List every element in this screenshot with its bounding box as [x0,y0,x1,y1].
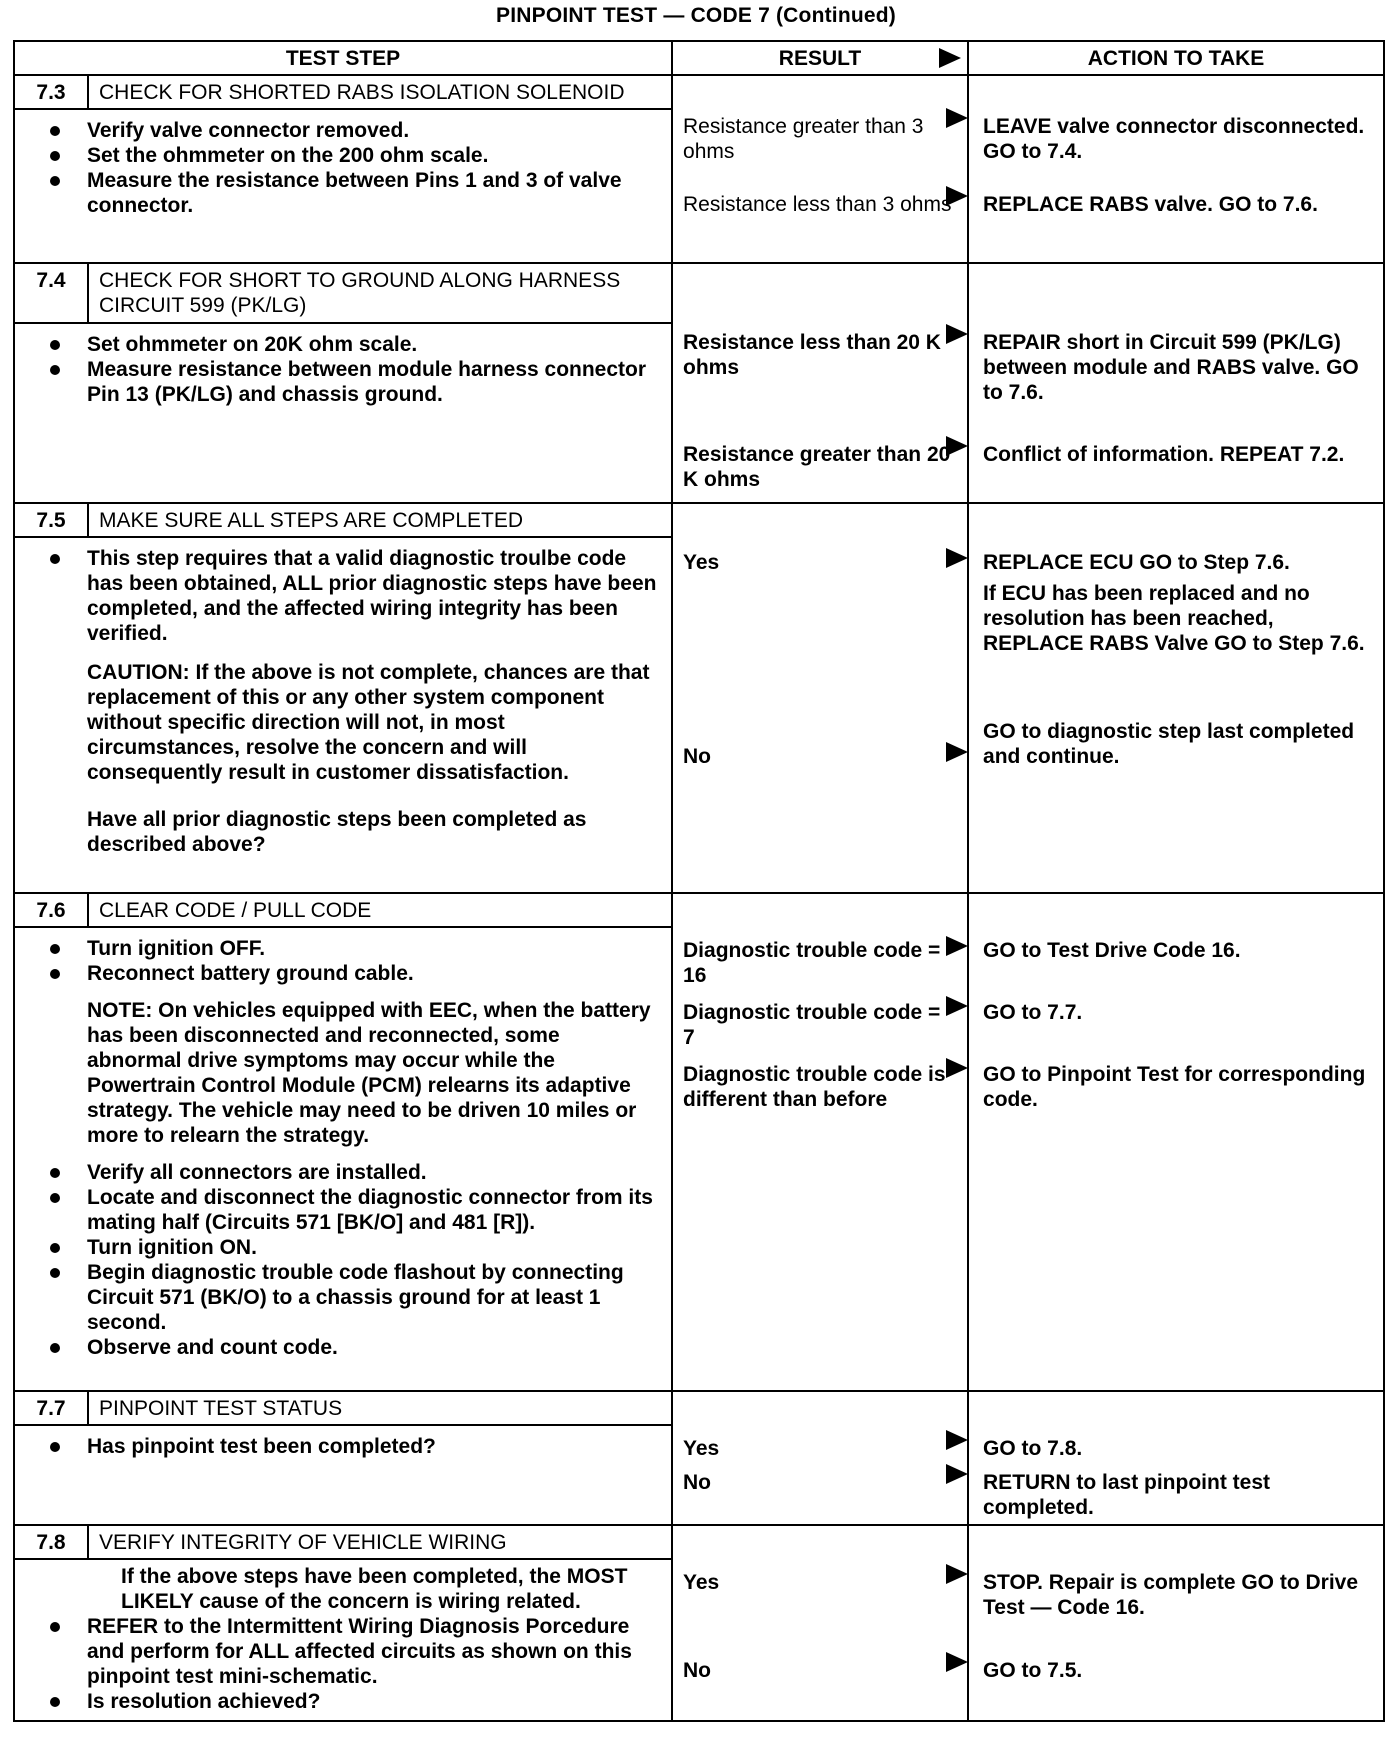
bullet-item: Verify all connectors are installed. [87,1160,659,1185]
question-text: Have all prior diagnostic steps been completed as described above? [87,808,587,856]
action-cell [968,503,1384,893]
action-item: GO to 7.8. [983,1437,1083,1460]
step-title-row [14,1391,1384,1425]
step-title-row [14,893,1384,927]
arrow-icon [946,1058,968,1078]
action-item: LEAVE valve connector disconnected. GO to 7.4. [983,115,1365,163]
result-item: Yes [683,1571,720,1594]
bullet-item: Set ohmmeter on 20K ohm scale. [87,332,659,357]
result-cell [672,1525,968,1721]
step-number: 7.5 [14,503,88,537]
action-cell [968,75,1384,263]
action-cell [968,1391,1384,1525]
step-title-row [14,75,1384,109]
step-number: 7.8 [14,1525,88,1559]
result-item: Resistance greater than 3 ohms [683,115,924,163]
result-cell [672,263,968,503]
step-title: CHECK FOR SHORTED RABS ISOLATION SOLENOID [88,75,672,109]
pinpoint-test-table [13,40,1385,1722]
result-header [672,41,968,75]
result-header-label: RESULT [778,46,862,70]
arrow-icon [946,936,968,956]
action-item: GO to 7.7. [983,1001,1083,1024]
arrow-icon [946,324,968,344]
action-item: Conflict of information. REPEAT 7.2. [983,443,1345,466]
bullet-item: REFER to the Intermittent Wiring Diagnosis Porcedure and perform for ALL affected circuits as shown on this pinpoint test mini-schematic. [87,1614,659,1689]
result-cell [672,1391,968,1525]
bullet-item: Has pinpoint test been completed? [87,1434,659,1459]
action-item: GO to diagnostic step last completed and continue. [983,720,1355,768]
step-body [14,323,672,503]
arrow-icon [939,48,961,68]
action-cell [968,263,1384,503]
action-cell [968,1525,1384,1721]
bullet-item: Observe and count code. [87,1335,659,1360]
step-body [14,1425,672,1525]
action-extra: If ECU has been replaced and no resolution has been reached, REPLACE RABS Valve GO to Step 7.6. [983,582,1365,655]
step-title: MAKE SURE ALL STEPS ARE COMPLETED [88,503,672,537]
action-item: GO to 7.5. [983,1659,1083,1682]
step-body [14,537,672,893]
step-title: CLEAR CODE / PULL CODE [88,893,672,927]
arrow-icon [946,108,968,128]
action-item: GO to Test Drive Code 16. [983,939,1241,962]
arrow-icon [946,742,968,762]
bullet-item: Measure the resistance between Pins 1 and 3 of valve connector. [87,168,659,218]
step-body [14,927,672,1391]
step-title-row [14,503,1384,537]
result-item: Yes [683,1437,720,1460]
result-item: Yes [683,551,720,574]
result-cell [672,75,968,263]
arrow-icon [946,1430,968,1450]
result-item: Resistance less than 3 ohms [683,193,952,216]
step-title-row [14,1525,1384,1559]
result-cell [672,503,968,893]
step-number: 7.6 [14,893,88,927]
result-item: Diagnostic trouble code = 16 [683,939,941,987]
action-item: REPLACE ECU GO to Step 7.6. [983,551,1290,574]
result-item: Diagnostic trouble code is different than before [683,1063,946,1111]
bullet-item: Begin diagnostic trouble code flashout by connecting Circuit 571 (BK/O) to a chassis ground for at least 1 second. [87,1260,659,1335]
result-item: No [683,1659,712,1682]
bullet-item: Measure resistance between module harness connector Pin 13 (PK/LG) and chassis ground. [87,357,659,407]
step-number: 7.7 [14,1391,88,1425]
step-number: 7.3 [14,75,88,109]
step-body [14,109,672,263]
action-cell [968,893,1384,1391]
result-cell [672,893,968,1391]
intro-text: If the above steps have been completed, the MOST LIKELY cause of the concern is wiring related. [121,1565,628,1613]
step-title: CHECK FOR SHORT TO GROUND ALONG HARNESS CIRCUIT 599 (PK/LG) [88,263,672,323]
bullet-item: Reconnect battery ground cable. [87,961,659,986]
result-item: No [683,745,712,768]
arrow-icon [946,1564,968,1584]
note-text: NOTE: On vehicles equipped with EEC, when the battery has been disconnected and reconnected, some abnormal drive symptoms may occur while the Powertrain Control Module (PCM) relearns its adaptive strategy. The vehicle may need to be driven 10 miles or more to relearn the strategy. [87,999,651,1147]
bullet-item: This step requires that a valid diagnostic troulbe code has been obtained, ALL prior diagnostic steps have been completed, and the affected wiring integrity has been verified. [87,546,659,646]
arrow-icon [946,1464,968,1484]
action-item: RETURN to last pinpoint test completed. [983,1471,1271,1519]
arrow-icon [946,436,968,456]
arrow-icon [946,996,968,1016]
arrow-icon [946,186,968,206]
action-item: STOP. Repair is complete GO to Drive Test — Code 16. [983,1571,1359,1619]
step-title: VERIFY INTEGRITY OF VEHICLE WIRING [88,1525,672,1559]
caution-text: CAUTION: If the above is not complete, chances are that replacement of this or any other system component without specific direction will not, in most circumstances, resolve the concern and will consequently result in customer dissatisfaction. [87,661,650,784]
action-item: GO to Pinpoint Test for corresponding code. [983,1063,1366,1111]
bullet-item: Turn ignition ON. [87,1235,659,1260]
action-item: REPAIR short in Circuit 599 (PK/LG) between module and RABS valve. GO to 7.6. [983,331,1359,404]
bullet-item: Locate and disconnect the diagnostic connector from its mating half (Circuits 571 [BK/O] and 481 [R]). [87,1185,659,1235]
bullet-item: Is resolution achieved? [87,1689,659,1714]
step-title: PINPOINT TEST STATUS [88,1391,672,1425]
step-title-row [14,263,1384,323]
result-item: Resistance less than 20 K ohms [683,331,941,379]
action-header: ACTION TO TAKE [968,41,1384,75]
result-item: Resistance greater than 20 K ohms [683,443,951,491]
arrow-icon [946,548,968,568]
arrow-icon [946,1652,968,1672]
bullet-item: Verify valve connector removed. [87,118,659,143]
bullet-item: Set the ohmmeter on the 200 ohm scale. [87,143,659,168]
action-item: REPLACE RABS valve. GO to 7.6. [983,193,1318,216]
test-step-header: TEST STEP [14,41,672,75]
page-title: PINPOINT TEST — CODE 7 (Continued) [496,4,896,27]
result-item: Diagnostic trouble code = 7 [683,1001,941,1049]
result-item: No [683,1471,712,1494]
header-row [14,41,1384,75]
step-number: 7.4 [14,263,88,323]
bullet-item: Turn ignition OFF. [87,936,659,961]
step-body [14,1559,672,1721]
